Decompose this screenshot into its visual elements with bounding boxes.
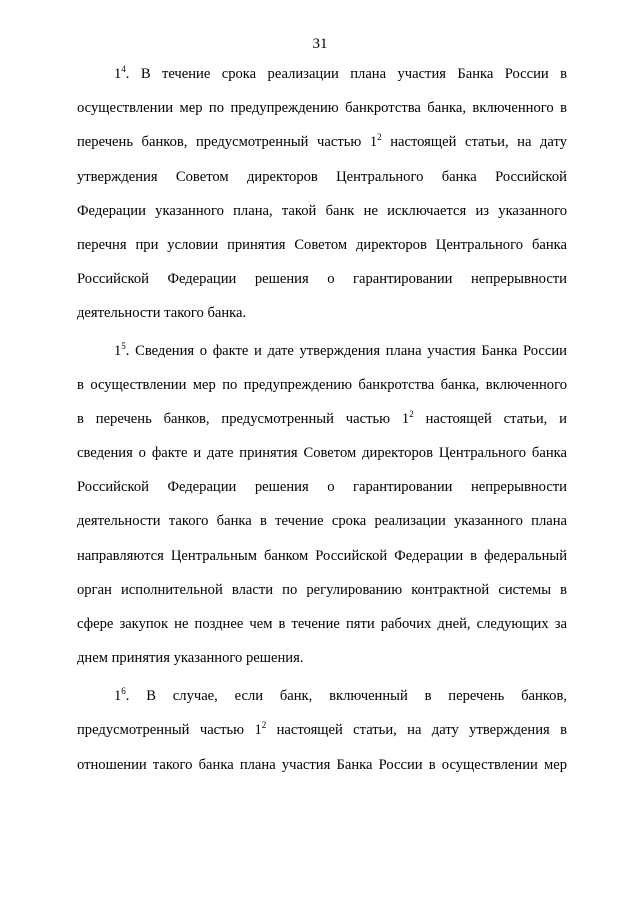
text-run: 1 <box>114 688 122 704</box>
text-run: Федерации указанного плана, такой банк не исключается из указанного <box>77 203 567 219</box>
paragraph-2-line <box>77 443 567 463</box>
text-run: сведения о факте и дате принятия Советом директоров Центрального банка <box>77 445 567 461</box>
paragraph-1-line <box>77 167 567 187</box>
superscript: 2 <box>261 720 267 730</box>
text-run: настоящей статьи, на дату утверждения в <box>266 722 567 738</box>
text-run: отношении такого банка плана участия Банка России в осуществлении мер <box>77 757 567 773</box>
text-run: настоящей статьи, и <box>413 411 567 427</box>
paragraph-1-line <box>77 132 567 152</box>
paragraph-3-line <box>77 720 567 740</box>
paragraph-1-line <box>77 201 567 221</box>
text-run: перечень банков, предусмотренный частью 1 <box>77 134 378 150</box>
paragraph-2-line <box>77 614 567 634</box>
paragraph-2-line <box>77 477 567 497</box>
text-run: . Сведения о факте и дате утверждения плана участия Банка России <box>125 343 567 359</box>
paragraph-2-line <box>77 546 567 566</box>
text-run: настоящей статьи, на дату <box>381 134 567 150</box>
text-run: . В течение срока реализации плана участия Банка России в <box>125 66 567 82</box>
paragraph-2-line <box>77 375 567 395</box>
text-run: предусмотренный частью 1 <box>77 722 262 738</box>
text-run: Российской Федерации решения о гарантировании непрерывности <box>77 271 567 287</box>
text-run: деятельности такого банка. <box>77 305 247 321</box>
text-run: направляются Центральным банком Российской Федерации в федеральный <box>77 548 567 564</box>
paragraph-1-line <box>77 98 567 118</box>
paragraph-1-line <box>77 64 567 84</box>
text-run: днем принятия указанного решения. <box>77 650 304 666</box>
paragraph-1-line <box>77 269 567 289</box>
superscript: 5 <box>121 341 126 351</box>
paragraph-2-line <box>77 580 567 600</box>
superscript: 2 <box>377 132 382 142</box>
text-run: Российской Федерации решения о гарантировании непрерывности <box>77 479 567 495</box>
paragraph-1-line <box>77 235 567 255</box>
text-run: осуществлении мер по предупреждению банкротства банка, включенного в <box>77 100 567 116</box>
text-run: сфере закупок не позднее чем в течение пяти рабочих дней, следующих за <box>77 616 567 632</box>
text-run: в перечень банков, предусмотренный частью 1 <box>77 411 410 427</box>
superscript: 2 <box>409 409 414 419</box>
text-run: 1 <box>114 66 122 82</box>
paragraph-3-line <box>77 686 567 706</box>
text-run: утверждения Советом директоров Центрального банка Российской <box>77 169 567 185</box>
text-run: перечня при условии принятия Советом директоров Центрального банка <box>77 237 567 253</box>
text-run: орган исполнительной власти по регулированию контрактной системы в <box>77 582 567 598</box>
paragraph-1-line <box>77 303 567 323</box>
superscript: 4 <box>121 64 126 74</box>
superscript: 6 <box>121 686 126 696</box>
page-number: 31 <box>312 36 328 52</box>
text-run: деятельности такого банка в течение срока реализации указанного плана <box>77 513 567 529</box>
text-run: в осуществлении мер по предупреждению банкротства банка, включенного <box>77 377 567 393</box>
paragraph-2-line <box>77 409 567 429</box>
paragraph-2-line <box>77 648 567 668</box>
text-run: . В случае, если банк, включенный в перечень банков, <box>125 688 567 704</box>
paragraph-3-line <box>77 755 567 775</box>
paragraph-2-line <box>77 511 567 531</box>
text-run: 1 <box>114 343 122 359</box>
paragraph-2-line <box>77 341 567 361</box>
